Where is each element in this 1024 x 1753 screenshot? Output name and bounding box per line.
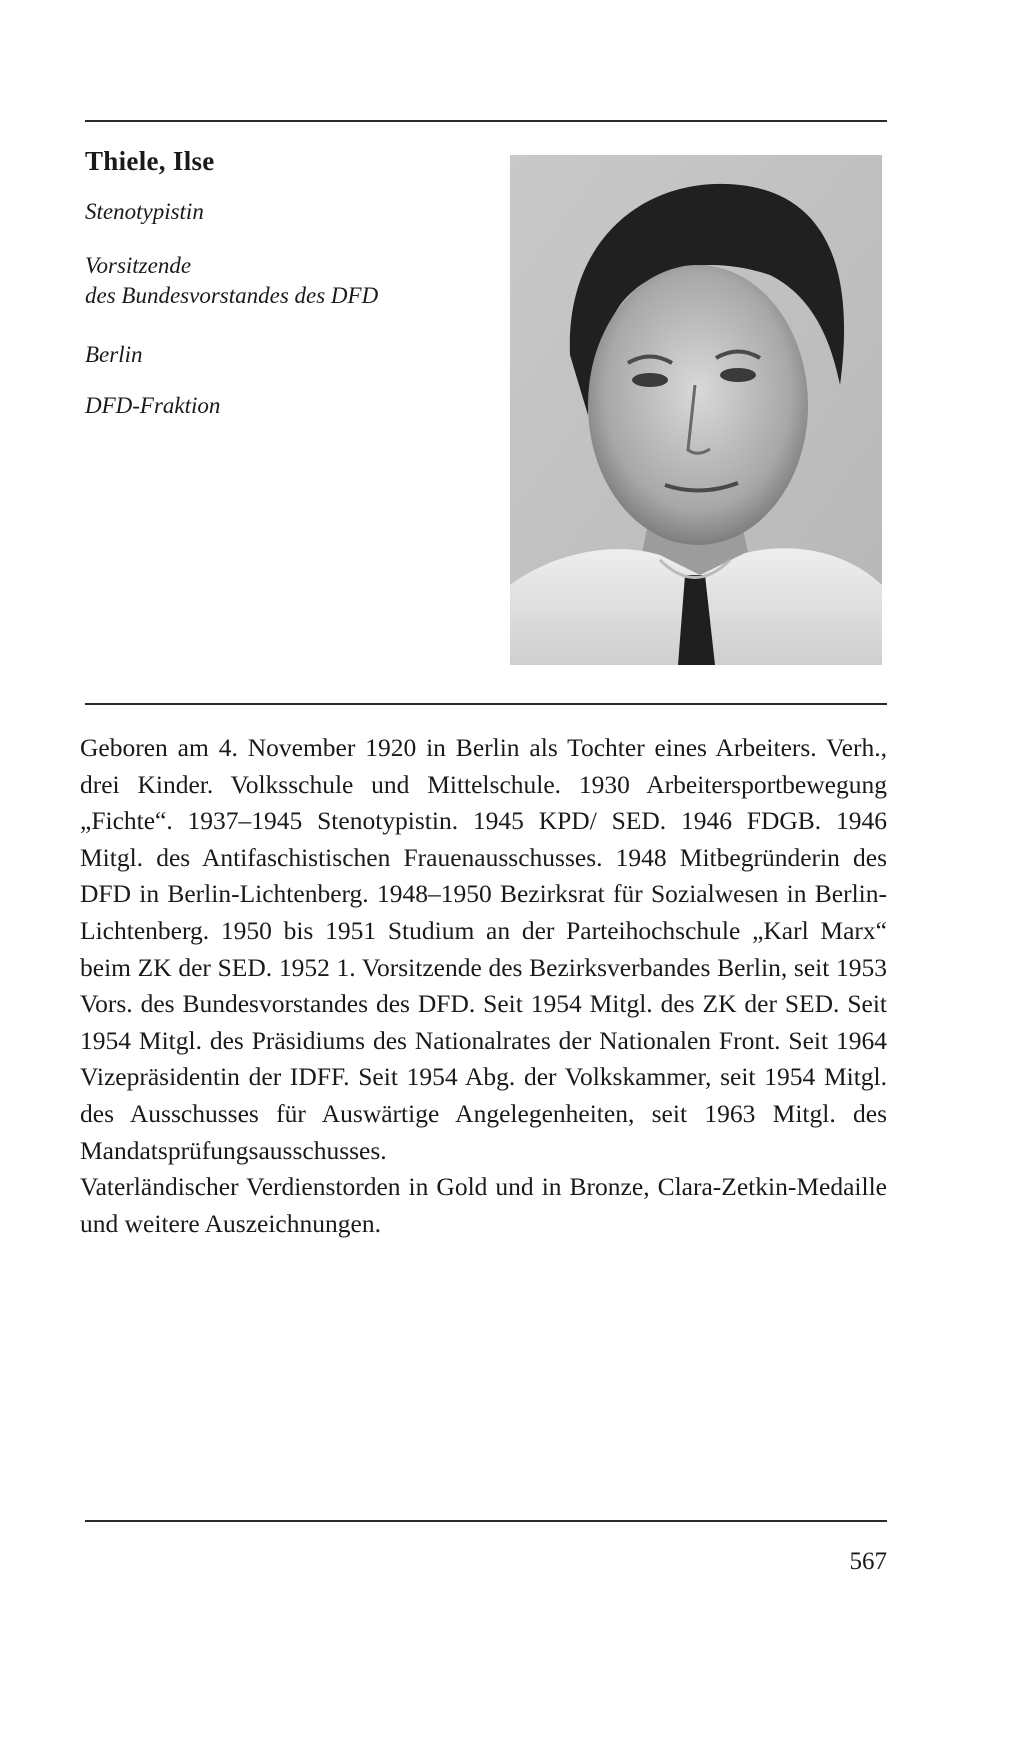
person-name: Thiele, Ilse <box>85 146 215 176</box>
occupation: Stenotypistin <box>85 199 204 224</box>
biography <box>80 730 887 1242</box>
middle-rule <box>85 703 887 705</box>
biography-paragraph-1: Geboren am 4. November 1920 in Berlin als Tochter eines Arbeiters. Verh., drei Kinder. Volksschule und Mittelschule. 1930 Arbeitersportbewegung „Fichte“. 1937–1945 Stenotypistin. 1945 KPD/ SED. 1946 FDGB. 1946 Mitgl. des Antifaschistischen Frauenausschusses. 1948 Mitbegründerin des DFD in Berlin-Lichtenberg. 1948–1950 Bezirksrat für Sozialwesen in Berlin-Lichtenberg. 1950 bis 1951 Studium an der Parteihochschule „Karl Marx“ beim ZK der SED. 1952 1. Vorsitzende des Bezirksverbandes Berlin, seit 1953 Vors. des Bundesvorstandes des DFD. Seit 1954 Mitgl. des ZK der SED. Seit 1954 Mitgl. des Präsidiums des Nationalrates der Nationalen Front. Seit 1964 Vizepräsidentin der IDFF. Seit 1954 Abg. der Volkskammer, seit 1954 Mitgl. des Ausschusses für Auswärtige Angelegenheiten, seit 1963 Mitgl. des Mandatsprüfungsausschusses. <box>80 733 887 1165</box>
top-rule <box>85 120 887 122</box>
page-number: 567 <box>849 1548 887 1575</box>
position-line-1: Vorsitzende <box>85 253 192 278</box>
bottom-rule <box>85 1520 887 1522</box>
portrait-photo <box>510 155 882 665</box>
position-line-2: des Bundesvorstandes des DFD <box>85 283 379 308</box>
faction: DFD-Fraktion <box>85 393 221 418</box>
constituency: Berlin <box>85 342 143 367</box>
position <box>85 251 378 311</box>
biography-paragraph-2: Vaterländischer Verdienstorden in Gold und in Bronze, Clara-Zetkin-Medaille und weitere Auszeichnungen. <box>80 1172 887 1238</box>
